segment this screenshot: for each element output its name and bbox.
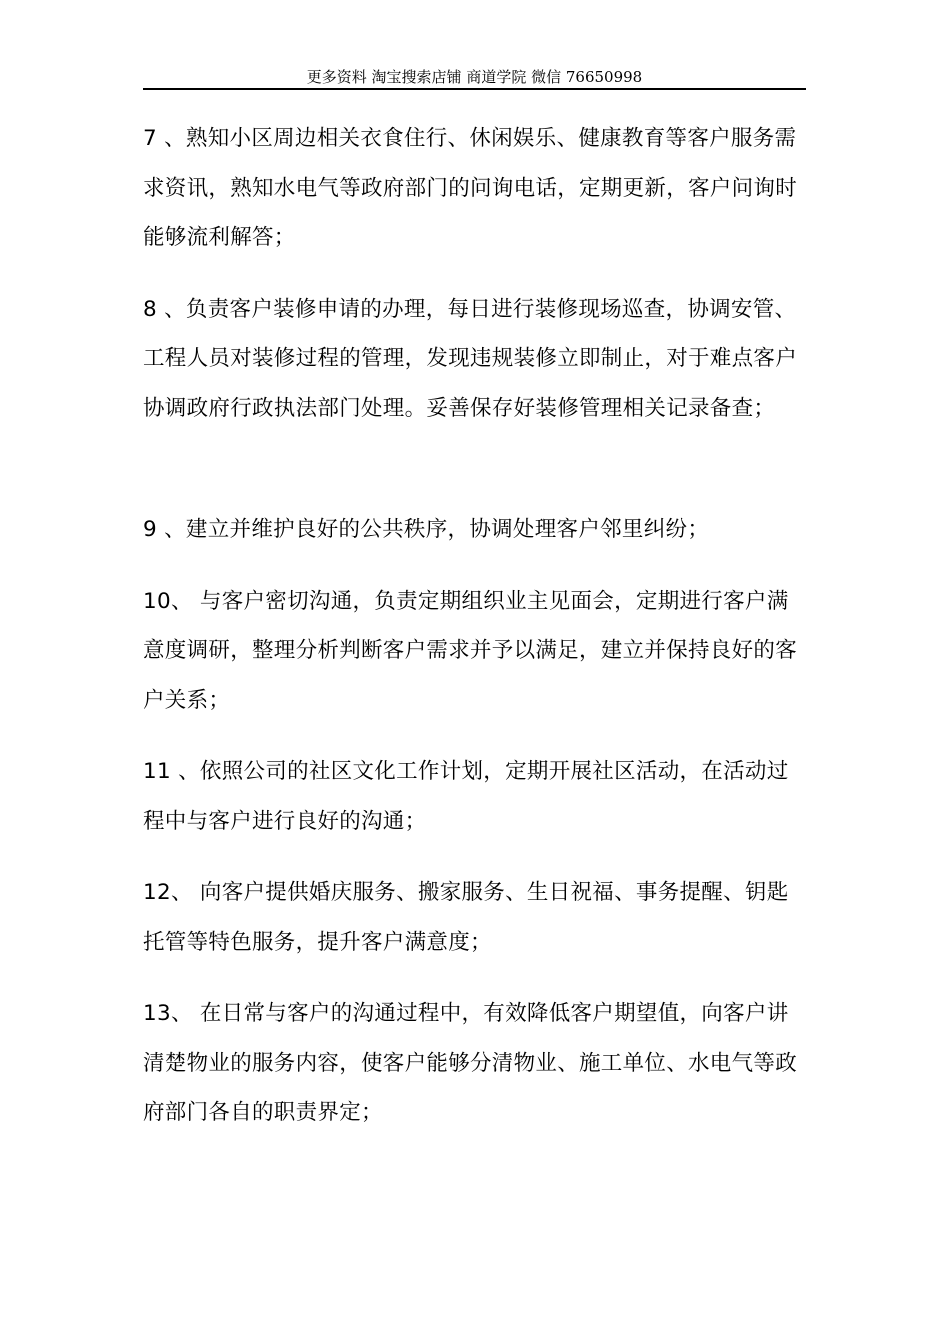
- item-number: 10: [143, 588, 171, 614]
- item-number: 12: [143, 880, 171, 905]
- item-text: 熟知小区周边相关衣食住行、休闲娱乐、健康教育等客户服务需求资讯，熟知水电气等政府部门的问询电话，定期更新，客户问询时能够流利解答；: [143, 126, 798, 250]
- item-separator: 、: [156, 296, 186, 322]
- page-header: [143, 66, 806, 90]
- list-item-12: [143, 868, 806, 967]
- item-text: 与客户密切沟通，负责定期组织业主见面会，定期进行客户满意度调研，整理分析判断客户需求并予以满足，建立并保持良好的客户关系；: [143, 588, 798, 713]
- item-number: 8: [143, 296, 157, 322]
- item-separator: 、: [156, 126, 186, 151]
- list-item-11: [143, 747, 806, 846]
- item-text: 在日常与客户的沟通过程中，有效降低客户期望值，向客户讲清楚物业的服务内容，使客户能够分清物业、施工单位、水电气等政府部门各自的职责界定；: [143, 1001, 798, 1125]
- header-text: 更多资料 淘宝搜索店铺 商道学院 微信 76650998: [306, 68, 643, 86]
- item-text: 向客户提供婚庆服务、搬家服务、生日祝福、事务提醒、钥匙托管等特色服务，提升客户满意度；: [143, 880, 789, 955]
- item-number: 7: [143, 126, 157, 151]
- item-separator: 、: [170, 759, 200, 784]
- item-separator: 、: [170, 880, 200, 905]
- list-item-13: [143, 989, 806, 1138]
- document-body: [143, 114, 806, 1138]
- item-text: 负责客户装修申请的办理，每日进行装修现场巡查，协调安管、工程人员对装修过程的管理，发现违规装修立即制止，对于难点客户协调政府行政执法部门处理。妥善保存好装修管理相关记录备查；: [143, 296, 798, 421]
- item-number: 11: [143, 759, 171, 784]
- list-item-10: [143, 577, 806, 726]
- item-separator: 、: [170, 1001, 200, 1026]
- list-item-8: [143, 285, 806, 434]
- list-item-9: [143, 505, 806, 555]
- list-item-7: [143, 114, 806, 263]
- item-separator: 、: [170, 588, 200, 614]
- item-text: 建立并维护良好的公共秩序，协调处理客户邻里纠纷；: [185, 517, 710, 542]
- item-text: 依照公司的社区文化工作计划，定期开展社区活动，在活动过程中与客户进行良好的沟通；: [143, 759, 789, 834]
- item-separator: 、: [156, 517, 186, 542]
- item-number: 13: [143, 1001, 171, 1026]
- item-number: 9: [143, 517, 157, 542]
